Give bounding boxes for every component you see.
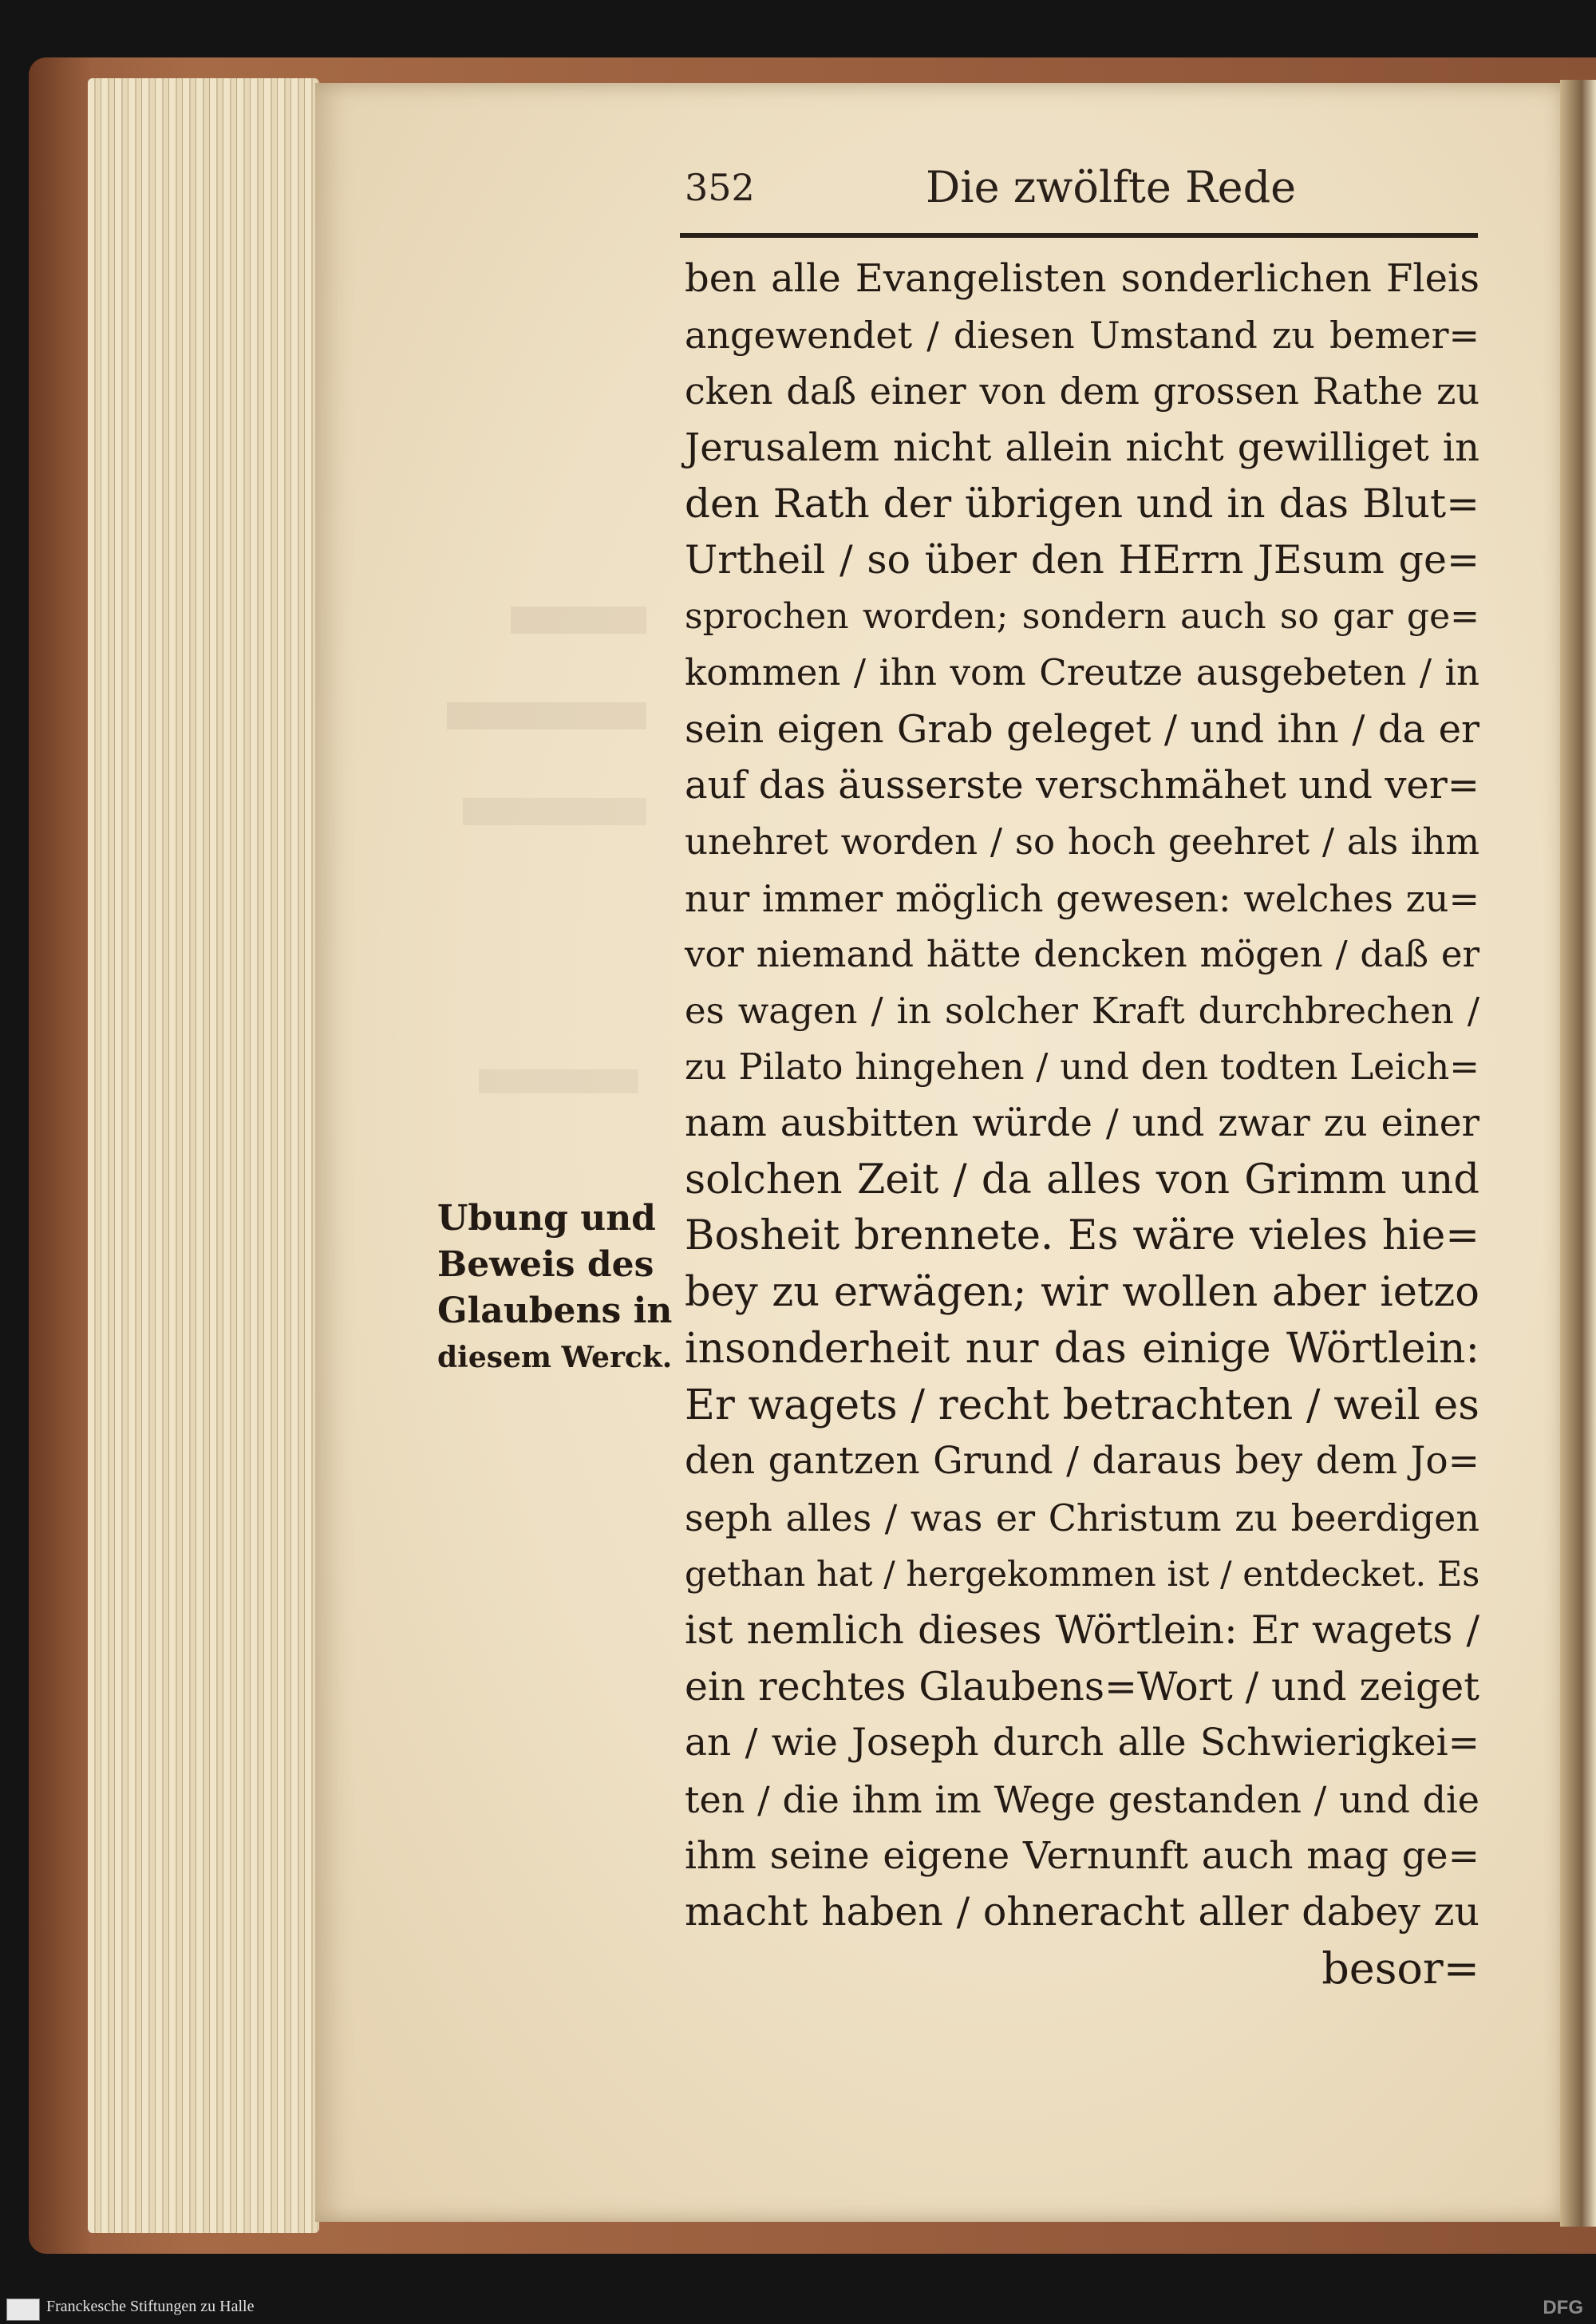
text-line: auf das äusserste verschmähet und ver=: [685, 763, 1479, 808]
text-line: Bosheit brennete. Es wäre vieles hie=: [685, 1212, 1479, 1260]
text-line: gethan hat / hergekommen ist / entdecket. Es: [685, 1554, 1480, 1595]
text-line: an / wie Joseph durch alle Schwierigkei=: [685, 1721, 1479, 1765]
text-line: seph alles / was er Christum zu beerdigen: [685, 1496, 1479, 1540]
text-line: unehret worden / so hoch geehret / als ihm: [685, 820, 1479, 863]
text-line: macht haben / ohneracht aller dabey zu: [685, 1889, 1479, 1935]
margin-note-line: Glaubens in: [437, 1290, 673, 1331]
header-rule: [680, 233, 1478, 238]
footer-source: Franckesche Stiftungen zu Halle: [46, 2298, 255, 2315]
show-through-smudge: [447, 702, 646, 729]
page-gutter: [1560, 80, 1596, 2227]
footer-brand: DFG: [1543, 2297, 1583, 2318]
show-through-smudge: [463, 798, 646, 825]
footer-bar: [0, 2294, 1596, 2324]
text-line: insonderheit nur das einige Wörtlein:: [685, 1325, 1479, 1373]
text-line: cken daß einer von dem grossen Rathe zu: [685, 370, 1479, 413]
text-line: sprochen worden; sondern auch so gar ge=: [685, 595, 1479, 637]
text-line: Jerusalem nicht allein nicht gewilliget in: [685, 425, 1479, 470]
margin-note-line: Ubung und: [437, 1198, 656, 1239]
text-line: zu Pilato hingehen / und den todten Leich=: [685, 1045, 1479, 1089]
catchword: besor=: [1321, 1943, 1479, 1994]
text-line: den gantzen Grund / daraus bey dem Jo=: [685, 1439, 1479, 1484]
text-line: es wagen / in solcher Kraft durchbrechen /: [685, 989, 1479, 1032]
institution-logo-icon: [6, 2298, 40, 2321]
text-line: ihm seine eigene Vernunft auch mag ge=: [685, 1833, 1479, 1878]
text-line: solchen Zeit / da alles von Grimm und: [685, 1156, 1479, 1204]
text-line: sein eigen Grab geleget / und ihn / da er: [685, 706, 1479, 752]
text-line: vor niemand hätte dencken mögen / daß er: [685, 933, 1479, 976]
text-line: kommen / ihn vom Creutze ausgebeten / in: [685, 651, 1479, 694]
running-head: Die zwölfte Rede: [926, 162, 1297, 212]
text-line: nam ausbitten würde / und zwar zu einer: [685, 1101, 1479, 1145]
margin-note-line: Beweis des: [437, 1244, 654, 1285]
text-line: ist nemlich dieses Wörtlein: Er wagets /: [685, 1607, 1479, 1654]
body-text: [685, 251, 1479, 1997]
text-line: ein rechtes Glaubens=Wort / und zeiget: [685, 1663, 1479, 1709]
text-line: angewendet / diesen Umstand zu bemer=: [685, 313, 1479, 357]
page-block-edges: [88, 78, 319, 2233]
margin-note: [437, 1196, 677, 1381]
text-line: ten / die ihm im Wege gestanden / und die: [685, 1778, 1479, 1822]
show-through-smudge: [479, 1069, 638, 1093]
text-line: den Rath der übrigen und in das Blut=: [685, 480, 1479, 528]
page-number: 352: [685, 166, 755, 209]
text-line: Urtheil / so über den HErrn JEsum ge=: [685, 536, 1479, 583]
show-through-smudge: [511, 607, 646, 634]
text-line: bey zu erwägen; wir wollen aber ietzo: [685, 1268, 1479, 1316]
text-line: ben alle Evangelisten sonderlichen Fleis: [685, 256, 1479, 301]
text-line: Er wagets / recht betrachten / weil es: [685, 1381, 1479, 1429]
text-line: nur immer möglich gewesen: welches zu=: [685, 876, 1479, 920]
margin-note-line: diesem Werck.: [437, 1341, 673, 1374]
